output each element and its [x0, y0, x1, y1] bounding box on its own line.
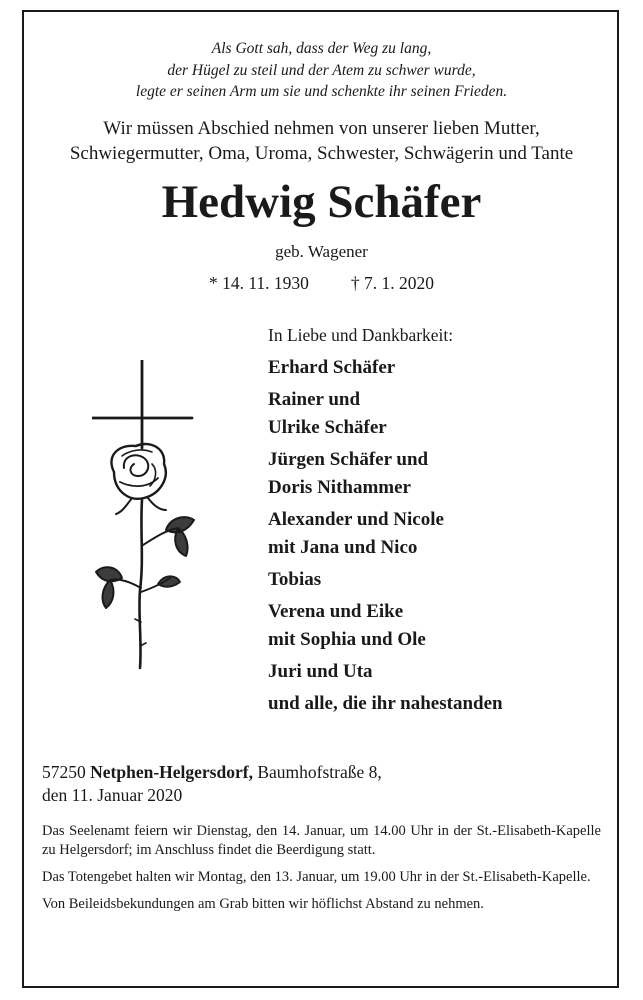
mourner-name: Verena und Eike [268, 601, 404, 622]
mourner-name: mit Jana und Nico [268, 537, 418, 558]
mourner-group [268, 690, 608, 718]
mourner-name: Doris Nithammer [268, 477, 411, 498]
mourner-name: Tobias [268, 569, 322, 590]
maiden-name: geb. Wagener [275, 242, 368, 261]
deceased-name: Hedwig Schäfer [161, 176, 482, 228]
mourner-group [268, 566, 608, 594]
town-name: Netphen-Helgersdorf, [90, 762, 253, 782]
poem [0, 38, 643, 103]
poem-line: legte er seinen Arm um sie und schenkte ihr seinen Frieden. [135, 83, 508, 100]
mourner-name: Erhard Schäfer [268, 357, 396, 378]
note-paragraph: Von Beileidsbekundungen am Grab bitten wir höflichst Abstand zu nehmen. [42, 896, 484, 912]
intro-line: Schwiegermutter, Oma, Uroma, Schwester, Schwägerin und Tante [69, 143, 574, 164]
intro-text [0, 116, 643, 166]
death-date: † 7. 1. 2020 [350, 273, 435, 293]
mourners-heading: In Liebe und Dankbarkeit: [268, 325, 454, 345]
address-date: den 11. Januar 2020 [42, 785, 183, 805]
mourner-name: Jürgen Schäfer und [268, 449, 429, 470]
mourner-name: Rainer und [268, 389, 361, 410]
poem-line: Als Gott sah, dass der Weg zu lang, [211, 40, 432, 57]
service-notes [42, 822, 601, 922]
birth-date: * 14. 11. 1930 [208, 273, 309, 293]
mourner-group [268, 386, 608, 442]
address-block [42, 761, 602, 807]
mourner-group [268, 506, 608, 562]
mourners-list [268, 324, 608, 722]
address-line [42, 761, 602, 784]
cross-with-rose-icon [92, 360, 204, 670]
mourner-group [268, 598, 608, 654]
note-paragraph: Das Seelenamt feiern wir Dienstag, den 14. Januar, um 14.00 Uhr in der St.-Elisabeth-Kapelle zu Helgersdorf; im Anschluss findet die Beerdigung statt. [42, 823, 601, 858]
mourner-name: mit Sophia und Ole [268, 629, 426, 650]
note-paragraph: Das Totengebet halten wir Montag, den 13. Januar, um 19.00 Uhr in der St.-Elisabeth-Kapelle. [42, 869, 591, 885]
mourner-group [268, 354, 608, 382]
mourner-name: Alexander und Nicole [268, 509, 444, 530]
mourner-name: Ulrike Schäfer [268, 417, 387, 438]
postal-code: 57250 [42, 762, 86, 782]
life-dates [0, 272, 643, 294]
poem-line: der Hügel zu steil und der Atem zu schwer wurde, [167, 61, 476, 79]
mourner-name: und alle, die ihr nahestanden [268, 693, 503, 714]
intro-line: Wir müssen Abschied nehmen von unserer lieben Mutter, [103, 118, 540, 139]
mourner-group [268, 658, 608, 686]
mourner-name: Juri und Uta [268, 661, 373, 682]
mourner-group [268, 446, 608, 502]
street: Baumhofstraße 8, [257, 762, 382, 782]
